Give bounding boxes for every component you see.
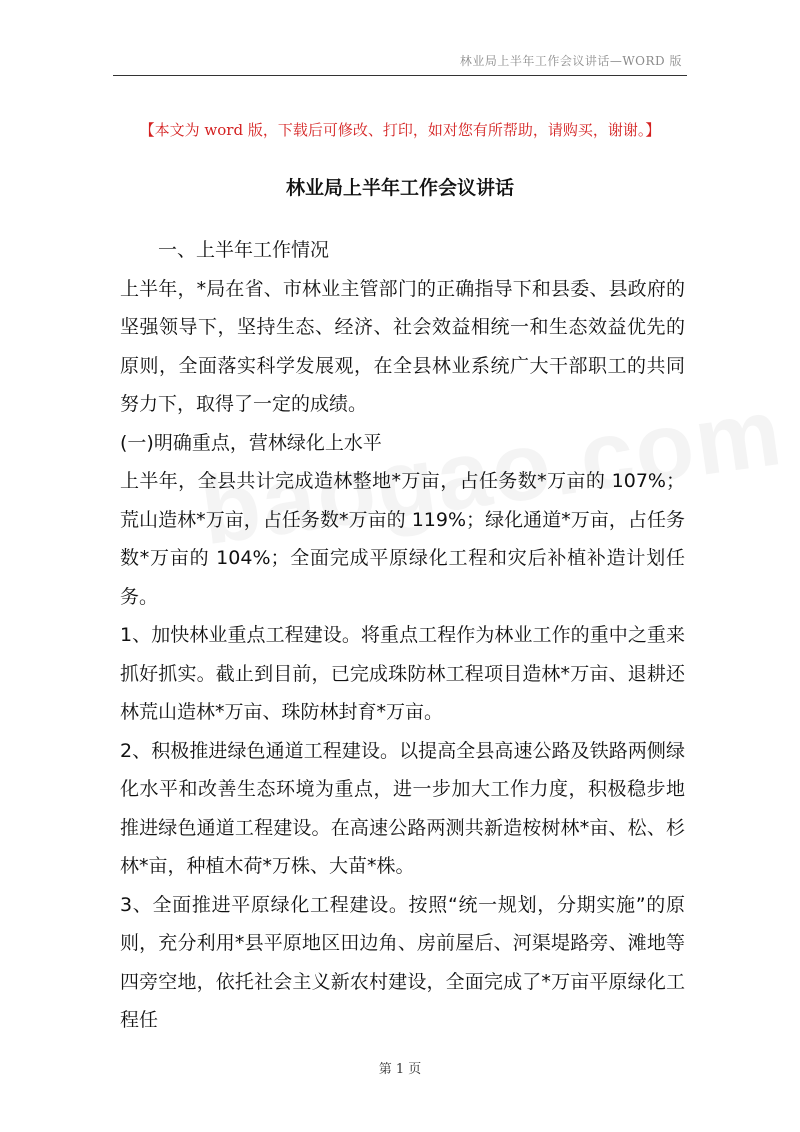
paragraph-item-1: 1、加快林业重点工程建设。将重点工程作为林业工作的重中之重来抓好抓实。截止到目前，已完成珠防林工程项目造林*万亩、退耕还林荒山造林*万亩、珠防林封育*万亩。 [120,624,685,723]
paragraph-intro: 上半年，*局在省、市林业主管部门的正确指导下和县委、县政府的坚强领导下，坚持生态、经济、社会效益相统一和生态效益优先的原则，全面落实科学发展观，在全县林业系统广大干部职工的共同努力下，取得了一定的成绩。 [120,277,685,415]
page-number: 第 1 页 [378,1062,422,1077]
paragraph-item-2: 2、积极推进绿色通道工程建设。以提高全县高速公路及铁路两侧绿化水平和改善生态环境为重点，进一步加大工作力度，积极稳步地推进绿色通道工程建设。在高速公路两测共新造桉树林*亩、松、杉林*亩，种植木荷*万株、大苗*株。 [120,739,685,877]
document-body [120,231,685,1040]
paragraph-summary: 上半年，全县共计完成造林整地*万亩，占任务数*万亩的 107%；荒山造林*万亩，占任务数*万亩的 119%；绿化通道*万亩，占任务数*万亩的 104%；全面完成平原绿化工程和灾后补植补造计划任务。 [120,470,685,608]
purchase-notice: 【本文为 word 版，下载后可修改、打印，如对您有所帮助，请购买，谢谢。】 [139,121,661,139]
section-heading: 一、上半年工作情况 [158,239,330,261]
header-rule [113,75,687,76]
document-title: 林业局上半年工作会议讲话 [285,177,514,199]
paragraph-item-3: 3、全面推进平原绿化工程建设。按照“统一规划，分期实施”的原则，充分利用*县平原地区田边角、房前屋后、河渠堤路旁、滩地等四旁空地，依托社会主义新农村建设，全面完成了*万亩平原绿化工程任 [120,893,685,1031]
running-header: 林业局上半年工作会议讲话—WORD 版 [459,54,682,68]
sub-heading: (一)明确重点，营林绿化上水平 [120,431,382,454]
